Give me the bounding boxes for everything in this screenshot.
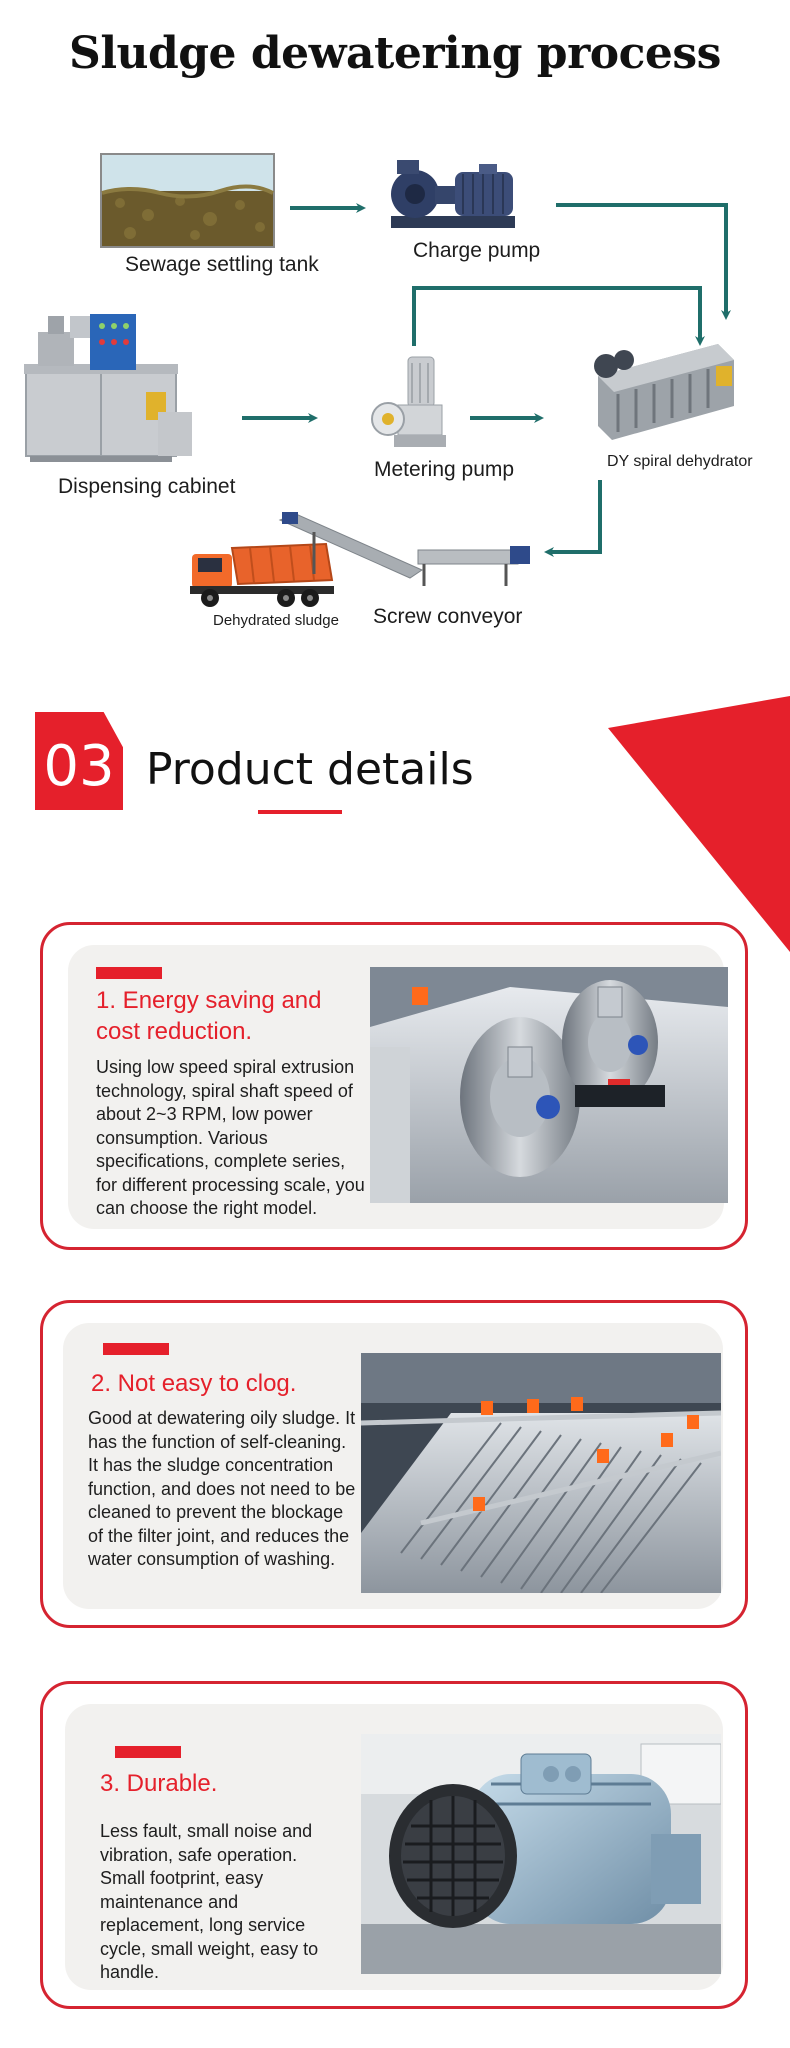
card-accent-bar — [96, 967, 162, 979]
spiral-dehydrator-image — [588, 336, 738, 444]
decorative-red-triangle — [608, 696, 790, 952]
label-dehydrated-sludge: Dehydrated sludge — [213, 612, 339, 629]
detail-card-durable — [40, 1681, 748, 2009]
charge-pump-image — [383, 158, 523, 238]
card-body: Using low speed spiral extrusion technology, spiral shaft speed of about 2~3 RPM, low power consumption. Various specifications, complete series, for different processing scale, you can choose the right model. — [96, 1057, 365, 1218]
card-body: Good at dewatering oily sludge. It has the function of self-cleaning. It has the sludge concentration function, and does not need to be cleaned to prevent the blockage of the filter joint, and reduces the water consumption of washing. — [88, 1408, 356, 1569]
label-metering-pump: Metering pump — [374, 458, 515, 481]
drive-motor-photo — [361, 1734, 721, 1974]
detail-card-energy-saving — [40, 922, 748, 1250]
detail-card-not-clog — [40, 1300, 748, 1628]
card-title: 3. Durable. — [100, 1770, 218, 1797]
card-body: Less fault, small noise and vibration, safe operation. Small footprint, easy maintenance and replacement, long service cycle, small weight, easy to handle. — [100, 1821, 319, 1982]
label-spiral-dehydrator: DY spiral dehydrator — [607, 453, 753, 470]
card-title: 1. Energy saving and cost reduction. — [96, 987, 322, 1045]
card-accent-bar — [103, 1343, 169, 1355]
label-screw-conveyor: Screw conveyor — [373, 605, 523, 628]
spiral-shaft-housings-photo — [370, 967, 728, 1203]
metering-pump-image — [368, 355, 452, 455]
screw-conveyor-image — [274, 512, 534, 590]
sewage-tank-image — [100, 153, 275, 248]
filter-rings-spray-nozzles-photo — [361, 1353, 721, 1593]
section-title: Product details — [146, 744, 474, 795]
label-charge-pump: Charge pump — [413, 239, 541, 262]
card-title: 2. Not easy to clog. — [91, 1370, 297, 1397]
page-title: Sludge dewatering process — [69, 28, 721, 79]
arrow-dehydrator-to-conveyor — [548, 480, 600, 552]
card-accent-bar — [115, 1746, 181, 1758]
label-dispensing-cabinet: Dispensing cabinet — [58, 475, 236, 498]
section-title-underline — [258, 810, 342, 814]
dispensing-cabinet-image — [18, 312, 198, 472]
label-sewage-tank: Sewage settling tank — [125, 253, 319, 276]
section-number: 03 — [43, 734, 115, 799]
